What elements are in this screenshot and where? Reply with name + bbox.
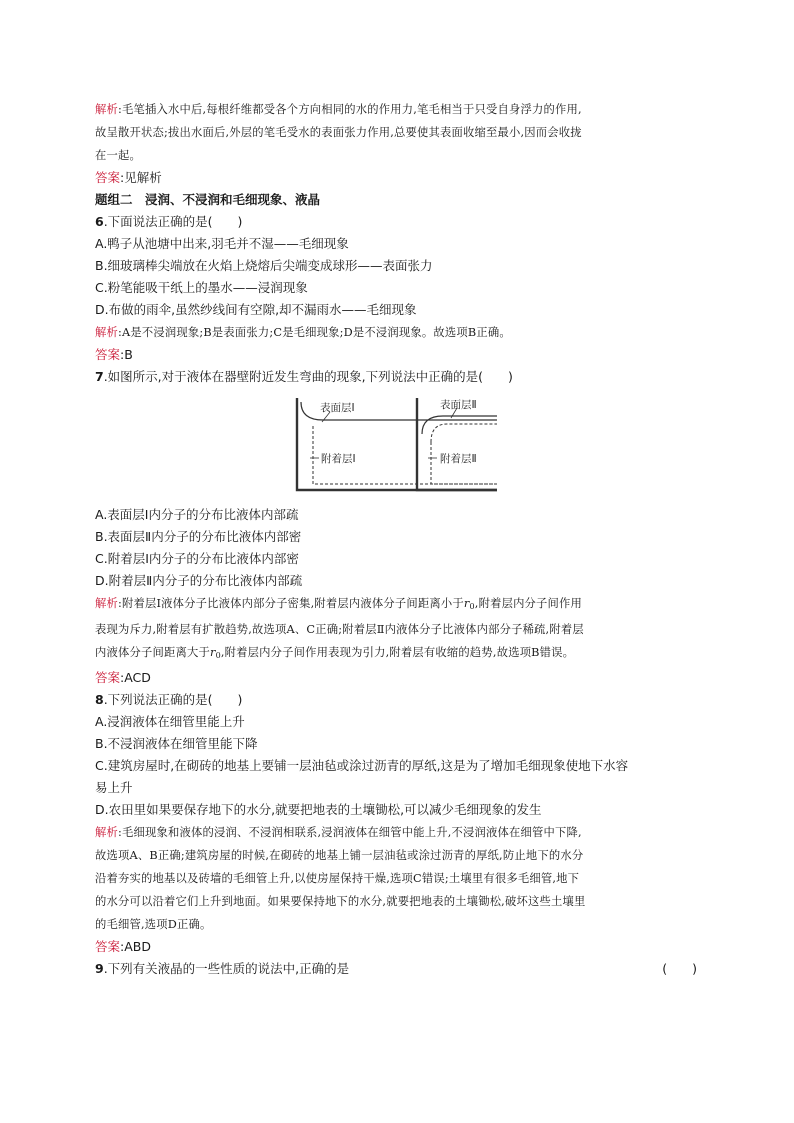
explanation-line: 沿着夯实的地基以及砖墙的毛细管上升,以使房屋保持干燥,选项C错误;土壤里有很多毛细管,地下 (95, 872, 580, 885)
q7-option-a: A.表面层Ⅰ内分子的分布比液体内部疏 (95, 507, 299, 522)
question-number: 9 (95, 961, 104, 976)
explanation-line: 的毛细管,选项D正确。 (95, 918, 212, 931)
q8-option-c: C.建筑房屋时,在砌砖的地基上要铺一层油毡或涂过沥青的厚纸,这是为了增加毛细现象使地下水容 (95, 758, 629, 773)
question-text: .下面说法正确的是( ) (103, 214, 243, 229)
q9-stem (95, 958, 705, 980)
q5-answer (95, 167, 705, 189)
answer-label: 答案 (95, 939, 121, 954)
explanation-label: 解析 (95, 103, 118, 116)
r0-symbol: r (463, 597, 470, 610)
q6-explanation (95, 321, 705, 344)
explanation-line: :毛细现象和液体的浸润、不浸润相联系,浸润液体在细管中能上升,不浸润液体在细管中下降, (118, 826, 582, 839)
r0-subscript: 0 (469, 602, 475, 611)
explanation-label: 解析 (95, 326, 118, 339)
q6-option-a: A.鸭子从池塘中出来,羽毛并不湿——毛细现象 (95, 236, 349, 251)
explanation-line: 表现为斥力,附着层有扩散趋势,故选项A、C正确;附着层Ⅱ内液体分子比液体内部分子稀疏,附着层 (95, 623, 584, 636)
q7-option-b: B.表面层Ⅱ内分子的分布比液体内部密 (95, 529, 302, 544)
explanation-line: :毛笔插入水中后,每根纤维都受各个方向相同的水的作用力,笔毛相当于只受自身浮力的作用, (118, 103, 582, 116)
label-adhesion-layer-2: 附着层Ⅱ (440, 453, 477, 465)
answer-value: :B (120, 347, 133, 362)
q8-option-d: D.农田里如果要保存地下的水分,就要把地表的土壤锄松,可以减少毛细现象的发生 (95, 802, 542, 817)
q8-option-a: A.浸润液体在细管里能上升 (95, 714, 245, 729)
document-page (95, 98, 705, 980)
q6-stem (95, 211, 705, 233)
label-surface-layer-2: 表面层Ⅱ (440, 399, 477, 411)
left-container (297, 398, 497, 490)
explanation-line: :附着层Ⅰ液体分子比液体内部分子密集,附着层内液体分子间距离小于 (118, 597, 464, 610)
q7-option-c: C.附着层Ⅰ内分子的分布比液体内部密 (95, 551, 299, 566)
explanation-line: ,附着层内分子间作用表现为引力,附着层有收缩的趋势,故选项B错误。 (220, 646, 575, 659)
group2-title: 题组二 浸润、不浸润和毛细现象、液晶 (95, 192, 321, 207)
explanation-line: :A是不浸润现象;B是表面张力;C是毛细现象;D是不浸润现象。故选项B正确。 (118, 326, 511, 339)
q8-answer (95, 936, 705, 958)
q8-explanation (95, 821, 705, 936)
explanation-label: 解析 (95, 826, 118, 839)
answer-label: 答案 (95, 670, 121, 685)
r0-symbol: r (209, 646, 216, 659)
q7-answer (95, 667, 705, 689)
q7-stem (95, 366, 705, 388)
q6-option-d: D.布做的雨伞,虽然纱线间有空隙,却不漏雨水——毛细现象 (95, 302, 417, 317)
r0-subscript: 0 (215, 651, 221, 660)
explanation-line: 内液体分子间距离大于 (95, 646, 210, 659)
q8-stem (95, 689, 705, 711)
right-container (417, 398, 497, 490)
explanation-line: 故选项A、B正确;建筑房屋的时候,在砌砖的地基上铺一层油毡或涂过沥青的厚纸,防止地下的水分 (95, 849, 584, 862)
q5-explanation (95, 98, 705, 167)
answer-label: 答案 (95, 347, 121, 362)
label-adhesion-layer-1: 附着层Ⅰ (321, 453, 356, 465)
explanation-line: 的水分可以沿着它们上升到地面。如果要保持地下的水分,就要把地表的土壤锄松,破坏这些土壤里 (95, 895, 586, 908)
explanation-line: 故呈散开状态;拔出水面后,外层的笔毛受水的表面张力作用,总要使其表面收缩至最小,因而会收拢 (95, 126, 582, 139)
q6-answer (95, 344, 705, 366)
explanation-line: ,附着层内分子间作用 (474, 597, 583, 610)
question-number: 6 (95, 214, 104, 229)
question-number: 8 (95, 692, 104, 707)
question-text: .下列有关液晶的一些性质的说法中,正确的是 (103, 961, 350, 976)
explanation-label: 解析 (95, 597, 118, 610)
q7-explanation (95, 592, 705, 667)
q6-option-c: C.粉笔能吸干纸上的墨水——浸润现象 (95, 280, 308, 295)
question-number: 7 (95, 369, 104, 384)
answer-label: 答案 (95, 170, 121, 185)
q7-option-d: D.附着层Ⅱ内分子的分布比液体内部疏 (95, 573, 303, 588)
answer-value: :ABD (120, 939, 151, 954)
q8-option-c-cont: 易上升 (95, 780, 133, 795)
answer-value: :见解析 (120, 170, 162, 185)
explanation-line: 在一起。 (95, 149, 141, 162)
q7-figure (95, 394, 705, 496)
question-text: .下列说法正确的是( ) (103, 692, 243, 707)
answer-value: :ACD (120, 670, 151, 685)
answer-paren: ( ) (662, 961, 697, 976)
question-text: .如图所示,对于液体在器壁附近发生弯曲的现象,下列说法中正确的是( ) (103, 369, 513, 384)
q8-option-b: B.不浸润液体在细管里能下降 (95, 736, 258, 751)
q6-option-b: B.细玻璃棒尖端放在火焰上烧熔后尖端变成球形——表面张力 (95, 258, 433, 273)
container-wall-diagram (95, 394, 705, 496)
label-surface-layer-1: 表面层Ⅰ (320, 402, 355, 414)
